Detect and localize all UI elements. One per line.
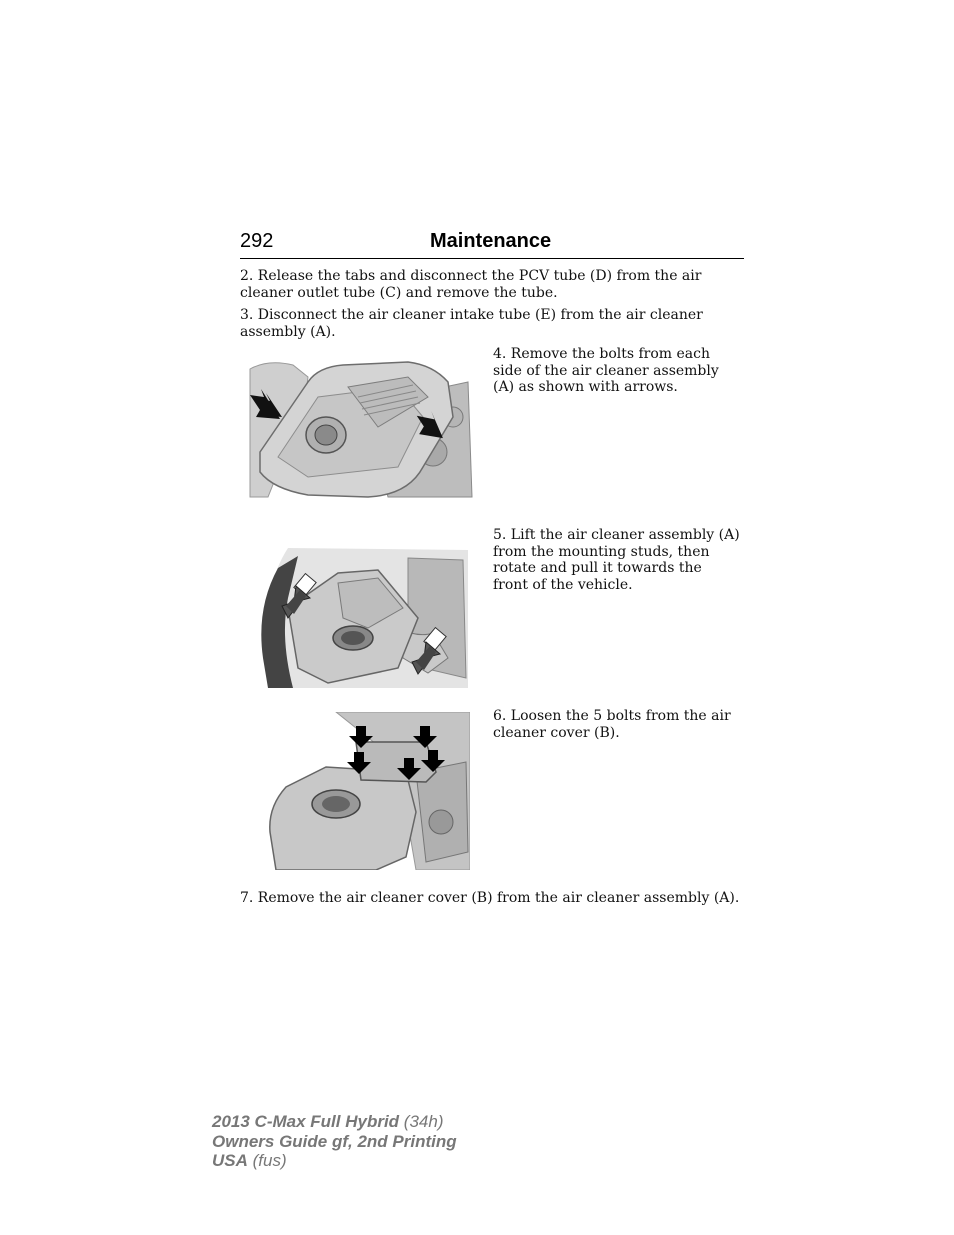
step-7-text: 7. Remove the air cleaner cover (B) from the air cleaner assembly (A). — [240, 890, 740, 906]
footer-market: USA — [212, 1151, 248, 1170]
step-5-text: 5. Lift the air cleaner assembly (A) from the mounting studs, then rotate and pull it towards the front of the vehicle. — [493, 527, 740, 593]
footer-line-3 — [212, 1151, 457, 1171]
air-cleaner-cover-bolts-illustration — [266, 712, 470, 870]
page-number: 292 — [240, 230, 274, 252]
footer-model-code: (34h) — [403, 1112, 444, 1131]
footer-model: 2013 C-Max Full Hybrid — [212, 1112, 400, 1131]
step-4-text: 4. Remove the bolts from each side of the air cleaner assembly (A) as shown with arrows. — [493, 346, 719, 395]
section-title: Maintenance — [430, 230, 552, 252]
document-footer — [212, 1112, 457, 1171]
air-cleaner-lift-illustration — [258, 548, 468, 688]
footer-guide: Owners Guide gf, 2nd Printing — [212, 1131, 457, 1151]
step-6-text: 6. Loosen the 5 bolts from the air cleaner cover (B). — [493, 708, 731, 741]
step-2-text: 2. Release the tabs and disconnect the PCV tube (D) from the air cleaner outlet tube (C) and remove the tube. — [240, 268, 702, 301]
air-cleaner-bolts-illustration — [248, 357, 474, 502]
footer-market-code: (fus) — [252, 1151, 287, 1170]
header-rule — [240, 258, 744, 259]
footer-line-1 — [212, 1112, 457, 1132]
footer-line-2 — [212, 1132, 457, 1152]
step-3-text: 3. Disconnect the air cleaner intake tube (E) from the air cleaner assembly (A). — [240, 307, 703, 340]
